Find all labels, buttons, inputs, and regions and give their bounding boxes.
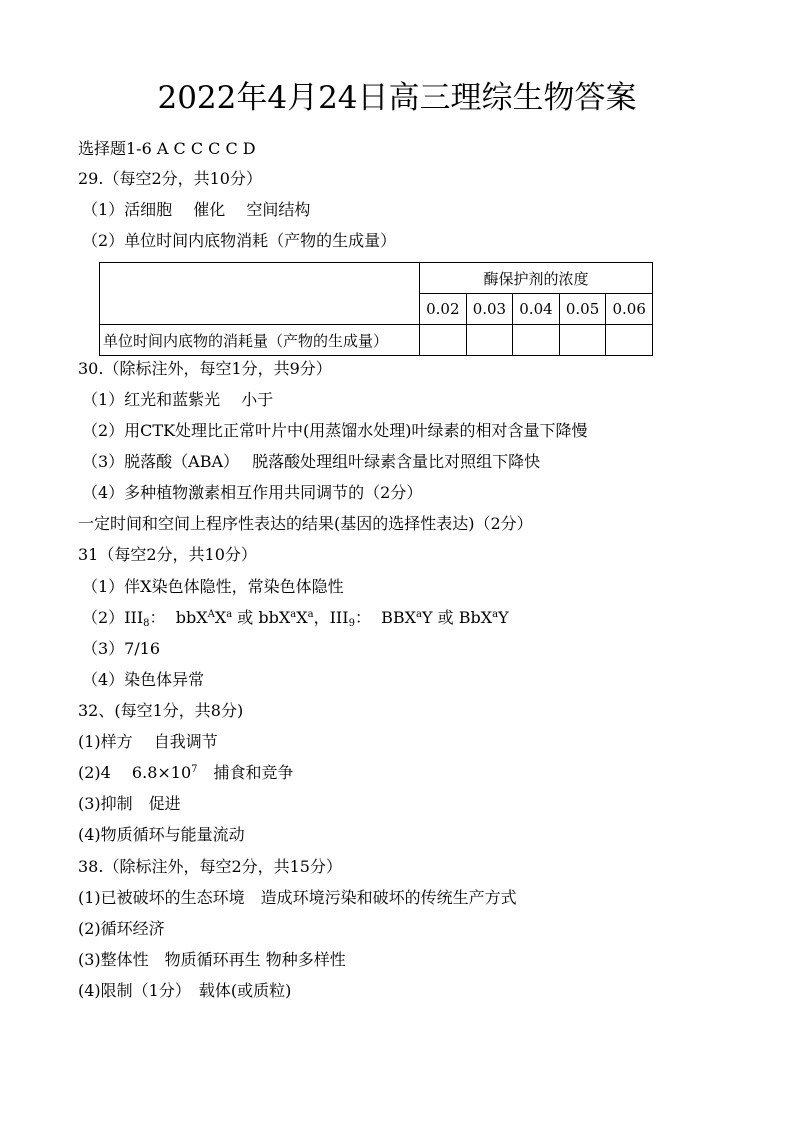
q30-header: 30.（除标注外，每空1分，共9分）	[78, 359, 332, 378]
separator: ，	[313, 608, 330, 627]
concentration-header: 0.03	[466, 294, 513, 325]
individual-label: III	[124, 608, 144, 627]
table-cell	[606, 325, 653, 356]
colon: ：	[149, 608, 166, 627]
genotype: bbX	[175, 608, 208, 627]
colon: ：	[354, 608, 371, 627]
individual-number: 8	[143, 618, 150, 629]
table-cell	[466, 325, 513, 356]
choice-answers: 选择题1-6 A C C C C D	[78, 139, 256, 158]
genotype: bbX	[258, 608, 291, 627]
genotype: BbX	[458, 608, 493, 627]
genotype: Y	[498, 608, 509, 627]
q38-header: 38.（除标注外，每空2分，共15分）	[78, 857, 342, 876]
q31-answer-3: （3）7/16	[82, 639, 161, 658]
or-word: 或	[232, 608, 259, 627]
q31-answer-2	[82, 607, 509, 629]
q30-answer-3: （3）脱落酸（ABA） 脱落酸处理组叶绿素含量比对照组下降快	[82, 452, 541, 471]
table-corner-cell	[100, 263, 420, 325]
concentration-header: 0.05	[559, 294, 606, 325]
q31-answer-4: （4）染色体异常	[82, 670, 205, 689]
concentration-header: 0.06	[606, 294, 653, 325]
q30-answer-4: （4）多种植物激素相互作用共同调节的（2分）	[82, 483, 423, 502]
q32-answer-1: (1)样方 自我调节	[78, 732, 218, 751]
q29-answer-2: （2）单位时间内底物消耗（产物的生成量）	[82, 231, 397, 250]
q38-answer-1: (1)已被破坏的生态环境 造成环境污染和破坏的传统生产方式	[78, 888, 517, 907]
concentration-header: 0.04	[513, 294, 560, 325]
genotype: BBX	[381, 608, 417, 627]
q31-answer-1: （1）伴X染色体隐性，常染色体隐性	[82, 577, 344, 596]
q38-answer-2: (2)循环经济	[78, 919, 165, 938]
q32-header: 32、(每空1分，共8分)	[78, 701, 244, 720]
answer-text: (2)4 6.8×10	[78, 763, 192, 782]
table-cell	[559, 325, 606, 356]
q32-answer-2	[78, 762, 294, 784]
q29-answer-1: （1）活细胞 催化 空间结构	[82, 200, 311, 219]
answer-text: 捕食和竞争	[197, 763, 294, 782]
q30-answer-2: （2）用CTK处理比正常叶片中(用蒸馏水处理)叶绿素的相对含量下降慢	[82, 421, 588, 440]
allele-superscript: A	[207, 609, 215, 620]
allele-superscript: a	[226, 609, 233, 620]
allele-superscript: a	[290, 609, 297, 620]
concentration-header: 0.02	[420, 294, 467, 325]
allele-superscript: a	[416, 609, 422, 620]
table-cell	[420, 325, 467, 356]
individual-number: 9	[348, 618, 355, 629]
q38-answer-4: (4)限制（1分） 载体(或质粒)	[78, 981, 292, 1000]
allele-superscript: a	[307, 609, 314, 620]
q32-answer-3: (3)抑制 促进	[78, 794, 181, 813]
allele-superscript: a	[492, 609, 499, 620]
q30-answer-1: （1）红光和蓝紫光 小于	[82, 390, 274, 409]
table-row-label: 单位时间内底物的消耗量（产物的生成量）	[100, 325, 420, 356]
answer-prefix: （2）	[82, 608, 125, 627]
page-title: 2022年4月24日高三理综生物答案	[157, 80, 637, 116]
q29-header: 29.（每空2分，共10分）	[78, 169, 262, 188]
genotype: X	[214, 608, 227, 627]
enzyme-protectant-table	[99, 262, 653, 356]
exponent: 7	[191, 764, 198, 775]
q31-header: 31（每空2分，共10分）	[78, 545, 257, 564]
q38-answer-3: (3)整体性 物质循环再生 物种多样性	[78, 950, 346, 969]
genotype: X	[296, 608, 308, 627]
individual-label: III	[329, 608, 349, 627]
q30-answer-5: 一定时间和空间上程序性表达的结果(基因的选择性表达)（2分）	[78, 514, 533, 533]
table-cell	[513, 325, 560, 356]
or-word: 或	[432, 608, 459, 627]
table-group-header: 酶保护剂的浓度	[420, 263, 653, 294]
q32-answer-4: (4)物质循环与能量流动	[78, 825, 245, 844]
genotype: Y	[422, 608, 433, 627]
